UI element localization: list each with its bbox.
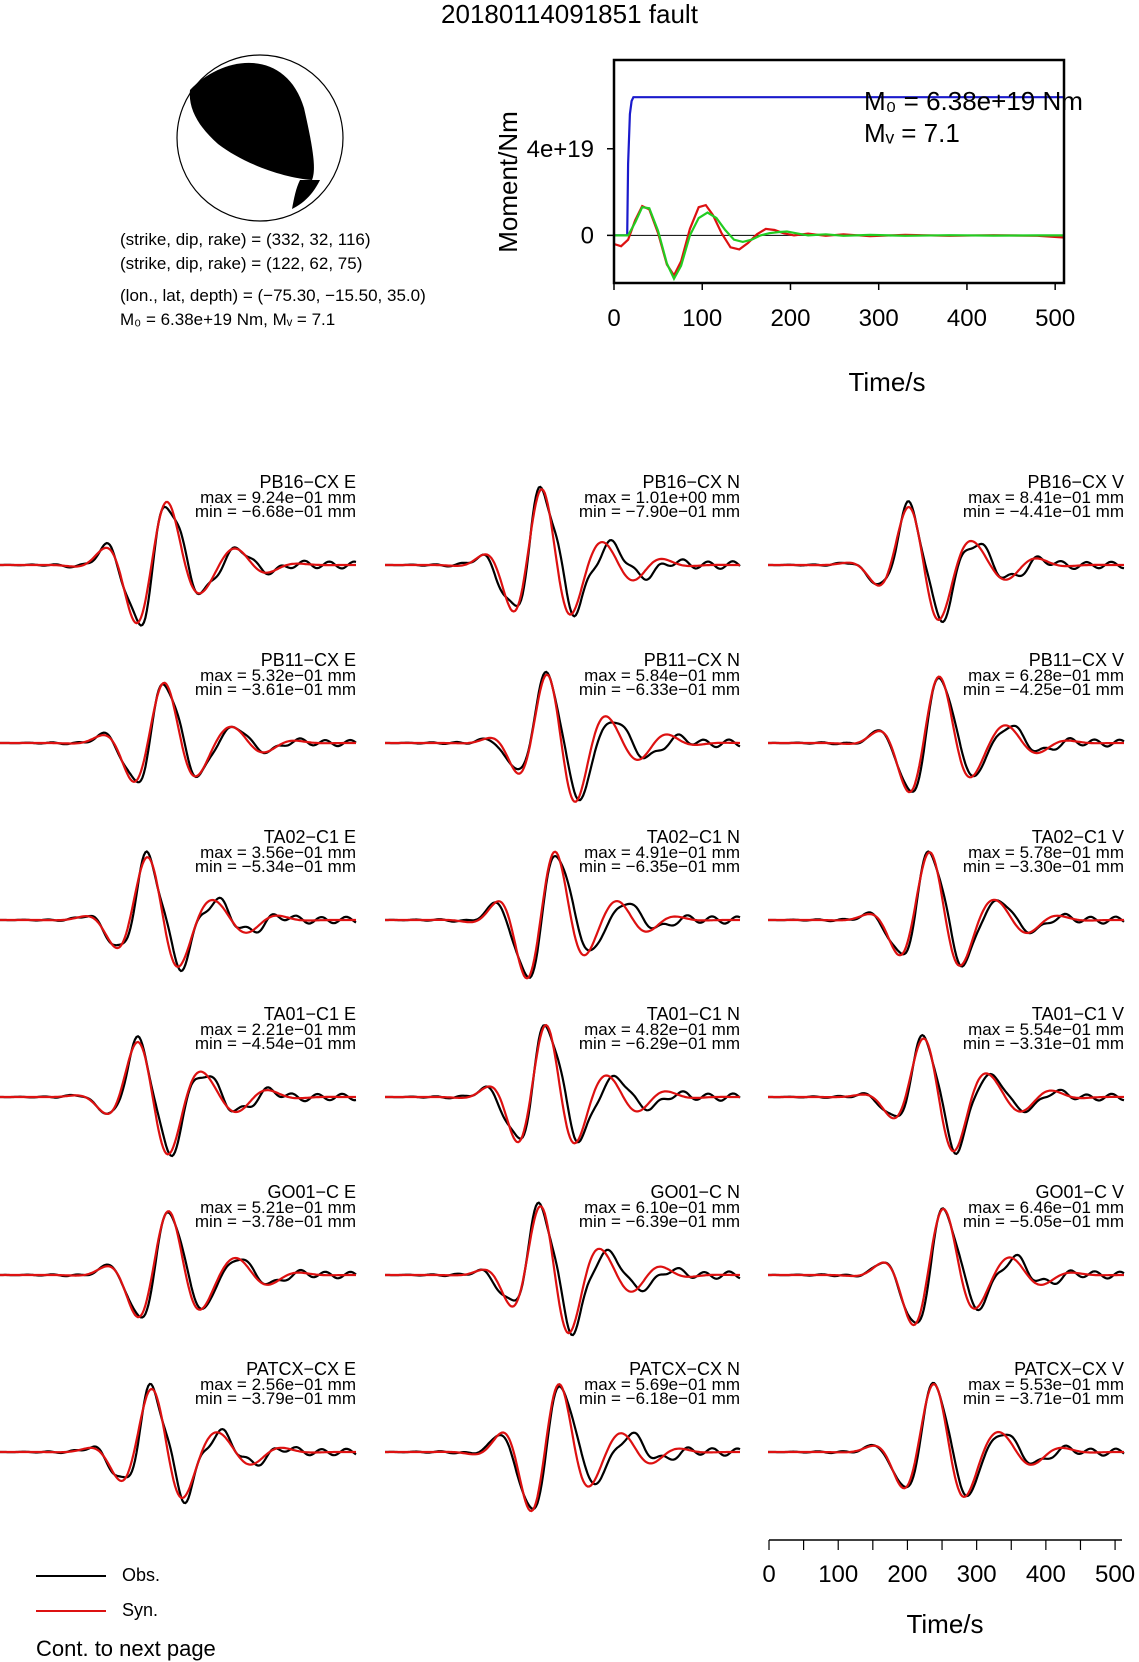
moment-x-tick-label: 0 [607,305,621,332]
station-label: TA01−C1 E [263,1004,356,1024]
moment-x-tick-label: 200 [770,305,811,332]
wave-x-tick-label: 300 [956,1561,997,1588]
station-max: max = 5.21e−01 mm [200,1198,356,1217]
moment-y-axis-label: Moment/Nm [493,111,523,253]
moment-x-tick-label: 100 [682,305,723,332]
station-min: min = −3.79e−01 mm [194,1389,356,1408]
station-min: min = −3.71e−01 mm [962,1389,1124,1408]
wave-x-tick-label: 400 [1025,1561,1066,1588]
mechanism-plane-2: (strike, dip, rake) = (122, 62, 75) [120,254,363,273]
station-max: max = 6.10e−01 mm [584,1198,740,1217]
moment-annotation-mw: Mᵥ = 7.1 [864,118,960,148]
station-min: min = −3.61e−01 mm [194,680,356,699]
station-min: min = −4.25e−01 mm [962,680,1124,699]
station-max: max = 6.28e−01 mm [968,666,1124,685]
waveform-observed [0,507,356,626]
station-max: max = 2.21e−01 mm [200,1020,356,1039]
station-label: TA01−C1 N [646,1004,740,1024]
mechanism-location: (lon., lat, depth) = (−75.30, −15.50, 35.0) [120,286,426,305]
moment-x-tick-label: 500 [1035,305,1076,332]
moment-x-tick-label: 300 [858,305,899,332]
station-label: PB11−CX N [643,650,740,670]
legend-syn [36,1600,158,1621]
station-max: max = 5.78e−01 mm [968,843,1124,862]
station-label: GO01−C E [267,1182,356,1202]
moment-x-axis-label: Time/s [848,367,926,397]
station-label: PB11−CX E [260,650,356,670]
moment-y-tick-label: 4e+19 [526,135,594,163]
waveform-synthetic [768,1038,1124,1151]
station-label: PB16−CX V [1027,472,1124,492]
station-max: max = 6.46e−01 mm [968,1198,1124,1217]
legend-syn-swatch [36,1610,106,1612]
station-min: min = −4.54e−01 mm [194,1034,356,1053]
station-min: min = −6.68e−01 mm [194,502,356,521]
station-label: GO01−C V [1035,1182,1124,1202]
station-max: max = 2.56e−01 mm [200,1375,356,1394]
station-label: PATCX−CX N [629,1359,740,1379]
station-max: max = 5.54e−01 mm [968,1020,1124,1039]
station-max: max = 4.91e−01 mm [584,843,740,862]
wave-x-tick-label: 200 [887,1561,928,1588]
station-label: PATCX−CX V [1014,1359,1124,1379]
footer-note: Cont. to next page [36,1636,216,1661]
station-label: TA01−C1 V [1031,1004,1124,1024]
station-label: PB11−CX V [1028,650,1124,670]
wave-x-tick-label: 500 [1095,1561,1136,1588]
station-min: min = −3.30e−01 mm [962,857,1124,876]
station-min: min = −3.31e−01 mm [962,1034,1124,1053]
station-max: max = 3.56e−01 mm [200,843,356,862]
station-max: max = 1.01e+00 mm [584,488,740,507]
moment-x-tick-label: 400 [946,305,987,332]
station-label: TA02−C1 V [1031,827,1124,847]
station-label: PATCX−CX E [246,1359,356,1379]
station-min: min = −5.05e−01 mm [962,1212,1124,1231]
station-min: min = −5.34e−01 mm [194,857,356,876]
mechanism-moment: M₀ = 6.38e+19 Nm, Mᵥ = 7.1 [120,310,336,329]
station-min: min = −3.78e−01 mm [194,1212,356,1231]
station-min: min = −6.18e−01 mm [578,1389,740,1408]
moment-y-tick-label: 0 [580,222,594,250]
wave-x-tick-label: 100 [818,1561,859,1588]
station-min: min = −6.29e−01 mm [578,1034,740,1053]
waveform-synthetic [768,507,1124,620]
station-label: TA02−C1 N [646,827,740,847]
station-label: TA02−C1 E [263,827,356,847]
station-min: min = −7.90e−01 mm [578,502,740,521]
station-label: PB16−CX E [259,472,356,492]
legend-syn-label: Syn. [122,1600,159,1620]
station-max: max = 4.82e−01 mm [584,1020,740,1039]
moment-annotation-m0: M₀ = 6.38e+19 Nm [864,86,1083,116]
legend-obs-label: Obs. [122,1565,161,1585]
station-max: max = 5.53e−01 mm [968,1375,1124,1394]
station-max: max = 5.32e−01 mm [200,666,356,685]
wave-x-tick-label: 0 [762,1561,776,1588]
station-min: min = −4.41e−01 mm [962,502,1124,521]
station-min: min = −6.35e−01 mm [578,857,740,876]
legend-obs [36,1565,160,1586]
station-max: max = 5.84e−01 mm [584,666,740,685]
mechanism-plane-1: (strike, dip, rake) = (332, 32, 116) [120,230,371,249]
legend-obs-swatch [36,1575,106,1577]
wave-x-axis-label: Time/s [906,1609,984,1639]
station-label: GO01−C N [650,1182,740,1202]
station-min: min = −6.39e−01 mm [578,1212,740,1231]
page-title: 20180114091851 fault [441,0,698,29]
station-max: max = 9.24e−01 mm [200,488,356,507]
station-label: PB16−CX N [642,472,740,492]
station-max: max = 8.41e−01 mm [968,488,1124,507]
station-max: max = 5.69e−01 mm [584,1375,740,1394]
station-min: min = −6.33e−01 mm [578,680,740,699]
